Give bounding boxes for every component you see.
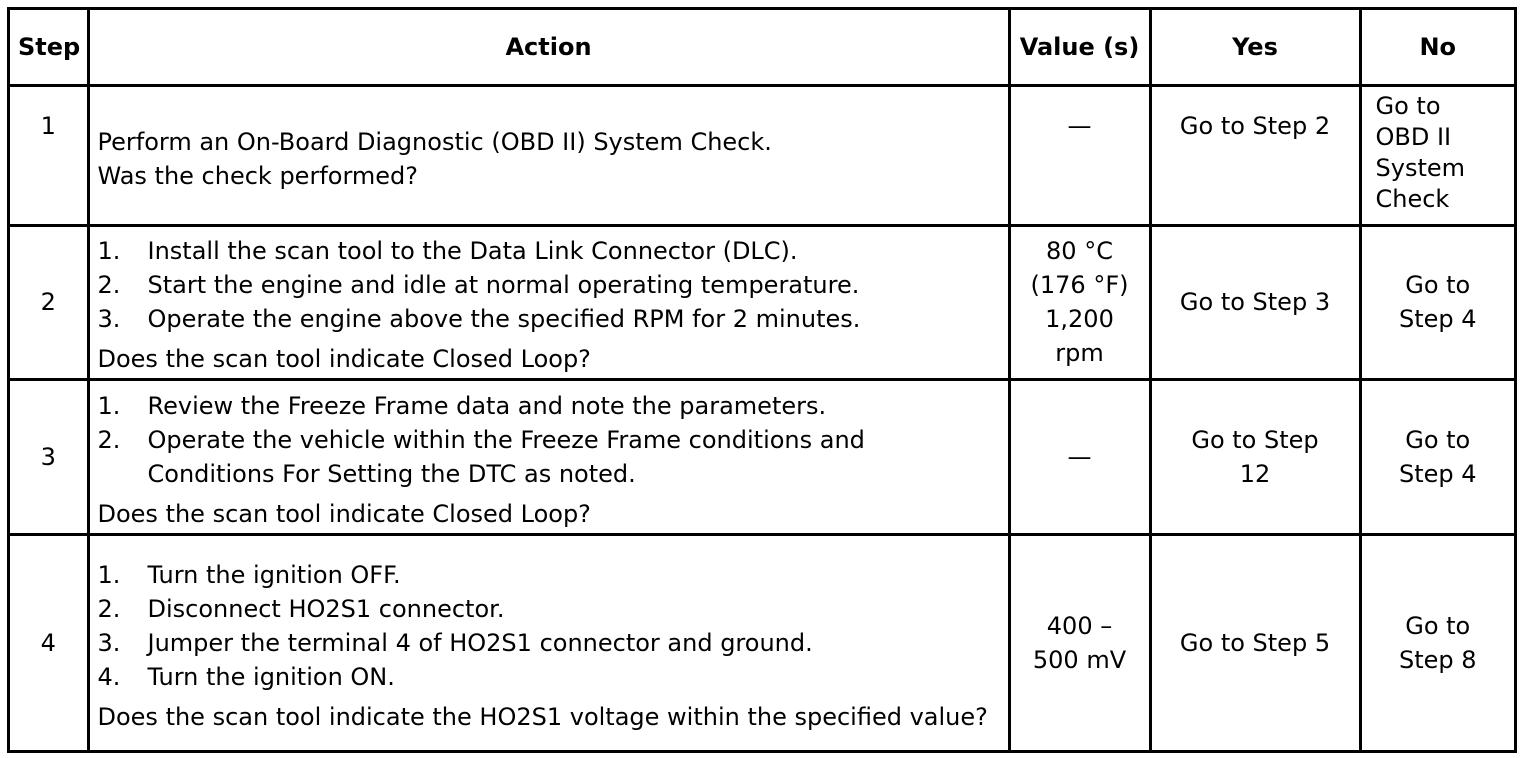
- item-text: Review the Freeze Frame data and note the parameters.: [147, 391, 827, 420]
- yes-cell: [1150, 379, 1360, 534]
- action-line: Was the check performed?: [97, 162, 419, 190]
- yes-line: Go to Step: [1191, 425, 1319, 454]
- value-line: 80 °C: [1046, 237, 1113, 265]
- no-line: Step 8: [1398, 645, 1477, 674]
- value-line: (176 °F): [1030, 271, 1129, 299]
- yes-cell: Go to Step 2: [1150, 85, 1360, 225]
- list-item: [98, 592, 1000, 626]
- item-number: 1.: [97, 237, 121, 265]
- item-text: Turn the ignition OFF.: [147, 560, 401, 589]
- item-text: Install the scan tool to the Data Link Connector (DLC).: [147, 237, 798, 265]
- action-cell: [88, 225, 1009, 379]
- item-number: 1.: [97, 391, 121, 420]
- item-text: Disconnect HO2S1 connector.: [147, 594, 505, 623]
- header-value-label: Value (s): [1019, 32, 1140, 61]
- value-line: 400 –: [1046, 611, 1113, 640]
- value-cell: —: [1009, 85, 1150, 225]
- question-text: Does the scan tool indicate the HO2S1 voltage within the specified value?: [97, 702, 988, 731]
- item-text: Jumper the terminal 4 of HO2S1 connector and ground.: [147, 628, 813, 657]
- no-line: Step 4: [1398, 459, 1477, 488]
- step-cell: 2: [10, 225, 88, 379]
- question-text: Does the scan tool indicate Closed Loop?: [97, 345, 591, 373]
- action-cell: [88, 534, 1009, 750]
- value-cell: [1009, 534, 1150, 750]
- list-item: [98, 423, 1000, 491]
- list-item: [98, 302, 1000, 336]
- item-number: 2.: [97, 425, 121, 454]
- no-line: Go to: [1405, 611, 1471, 640]
- no-line: Step 4: [1398, 305, 1477, 333]
- no-line: Go to: [1405, 271, 1471, 299]
- value-cell: —: [1009, 379, 1150, 534]
- no-cell: [1360, 379, 1514, 534]
- header-no: No: [1360, 10, 1514, 85]
- header-value: [1009, 10, 1150, 85]
- step-cell: 4: [10, 534, 88, 750]
- no-line: Go to: [1405, 425, 1471, 454]
- item-text: Turn the ignition ON.: [147, 662, 395, 691]
- action-steps-list: [98, 234, 1000, 336]
- table-row: [10, 225, 1514, 379]
- no-cell: [1360, 534, 1514, 750]
- item-text: Operate the engine above the specified RPM for 2 minutes.: [147, 305, 861, 333]
- item-number: 1.: [97, 560, 121, 589]
- value-line: rpm: [1055, 339, 1104, 367]
- list-item: [98, 558, 1000, 592]
- action-cell: [88, 85, 1009, 225]
- item-number: 4.: [97, 662, 121, 691]
- no-line: OBD II: [1375, 122, 1452, 151]
- header-yes: Yes: [1150, 10, 1360, 85]
- table-row: [10, 85, 1514, 225]
- action-cell: [88, 379, 1009, 534]
- yes-cell: Go to Step 3: [1150, 225, 1360, 379]
- list-item: [98, 626, 1000, 660]
- no-cell: [1360, 225, 1514, 379]
- table-row: [10, 379, 1514, 534]
- item-text: Operate the vehicle within the Freeze Frame conditions and Conditions For Setting the DTC as noted.: [147, 425, 865, 488]
- no-cell: [1360, 85, 1514, 225]
- no-line: Check: [1375, 184, 1450, 213]
- list-item: [98, 268, 1000, 302]
- item-number: 2.: [97, 594, 121, 623]
- no-line: System: [1375, 153, 1465, 182]
- action-line: Perform an On-Board Diagnostic (OBD II) System Check.: [97, 128, 772, 156]
- item-number: 3.: [97, 305, 121, 333]
- action-steps-list: [98, 558, 1000, 694]
- header-step: Step: [10, 10, 88, 85]
- item-number: 2.: [97, 271, 121, 299]
- question-text: Does the scan tool indicate Closed Loop?: [97, 499, 591, 528]
- diagnostic-table-frame: [7, 7, 1517, 753]
- yes-cell: Go to Step 5: [1150, 534, 1360, 750]
- list-item: [98, 389, 1000, 423]
- action-steps-list: [98, 389, 1000, 491]
- list-item: [98, 660, 1000, 694]
- item-text: Start the engine and idle at normal operating temperature.: [147, 271, 860, 299]
- value-line: 1,200: [1045, 305, 1114, 333]
- value-line: 500 mV: [1032, 645, 1127, 674]
- item-number: 3.: [97, 628, 121, 657]
- step-cell: 3: [10, 379, 88, 534]
- yes-line: 12: [1239, 459, 1271, 488]
- value-cell: [1009, 225, 1150, 379]
- diagnostic-table: [10, 10, 1514, 750]
- header-row: [10, 10, 1514, 85]
- list-item: [98, 234, 1000, 268]
- table-row: [10, 534, 1514, 750]
- no-line: Go to: [1375, 91, 1441, 120]
- header-action: Action: [88, 10, 1009, 85]
- step-cell: 1: [10, 85, 88, 225]
